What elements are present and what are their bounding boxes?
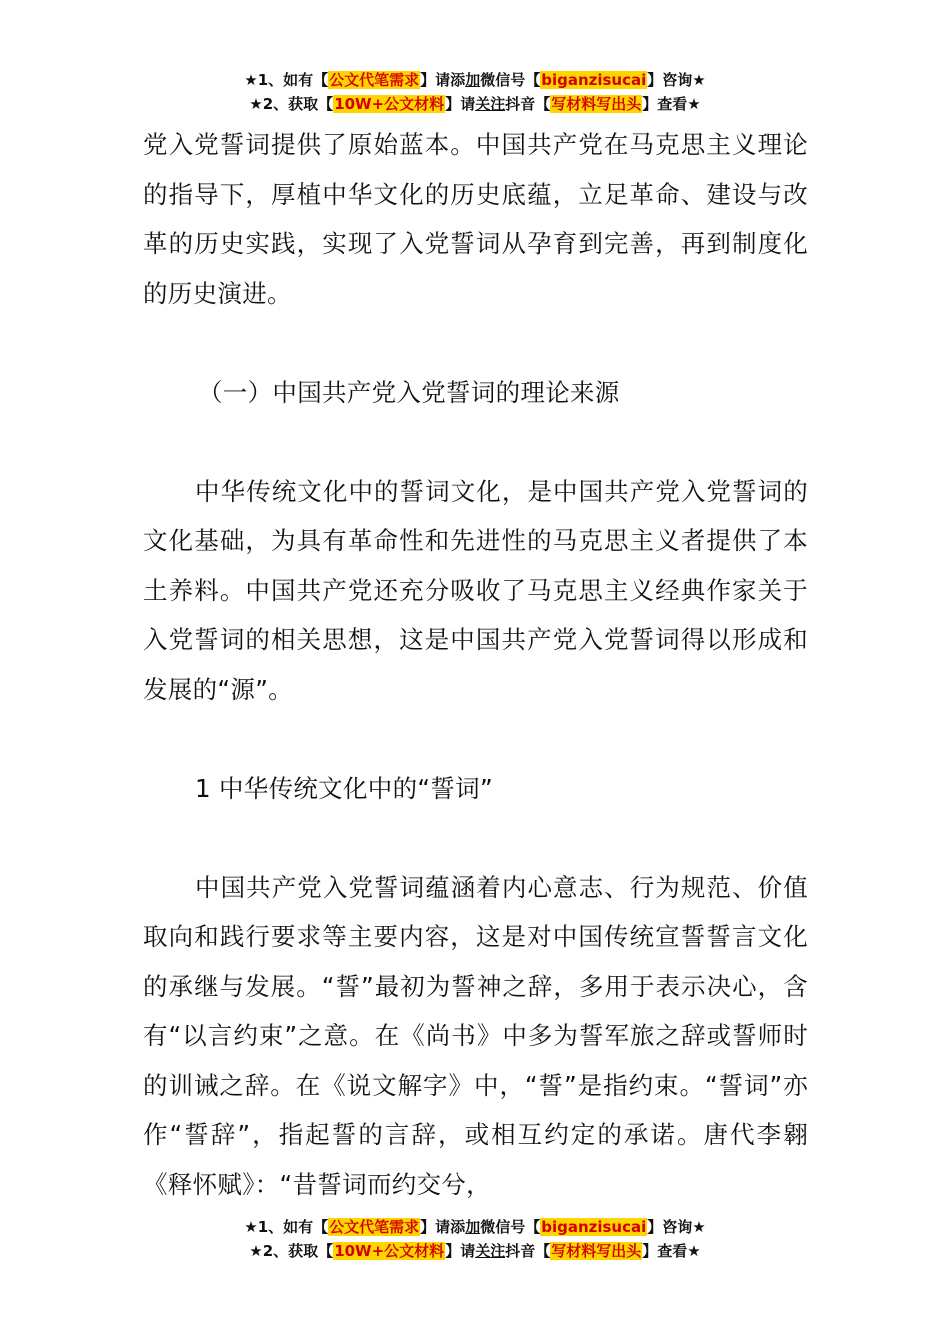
underlined-text: 加 xyxy=(465,71,481,89)
highlight-text: 10W+公文材料 xyxy=(334,95,445,113)
document-body xyxy=(143,120,808,1209)
subsection-heading: 1 中华传统文化中的“誓词” xyxy=(195,773,493,803)
banner-text: ★1、如有【 xyxy=(244,1218,329,1236)
banner-text: 】请 xyxy=(445,1242,476,1260)
paragraph: 党入党誓词提供了原始蓝本。中国共产党在马克思主义理论的指导下，厚植中华文化的历史底蕴，立足革命、建设与改革的历史实践，实现了入党誓词从孕育到完善，再到制度化的历史演进。 xyxy=(143,130,808,308)
highlight-text: biganzisucai xyxy=(541,71,647,89)
banner-text: 微信号【 xyxy=(480,71,541,89)
banner-text: 微信号【 xyxy=(480,1218,541,1236)
paragraph: 中国共产党入党誓词蕴涵着内心意志、行为规范、价值取向和践行要求等主要内容，这是对中国传统宣誓誓言文化的承继与发展。“誓”最初为誓神之辞，多用于表示决心，含有“以言约束”之意。在《尚书》中多为誓军旅之辞或誓师时的训诫之辞。在《说文解字》中，“誓”是指约束。“誓词”亦作“誓辞”，指起誓的言辞，或相互约定的承诺。唐代李翱《释怀赋》：“昔誓词而约交兮， xyxy=(143,872,808,1199)
banner-text: ★2、获取【 xyxy=(249,1242,334,1260)
banner-text: 】请添 xyxy=(420,1218,466,1236)
highlight-text: 写材料写出头 xyxy=(551,1242,642,1260)
underlined-text: 加 xyxy=(465,1218,481,1236)
banner-line-1 xyxy=(0,1215,950,1239)
banner-text: 】咨询★ xyxy=(647,1218,706,1236)
highlight-text: 公文代笔需求 xyxy=(329,71,420,89)
highlight-text: biganzisucai xyxy=(541,1218,647,1236)
highlight-text: 写材料写出头 xyxy=(551,95,642,113)
spacer xyxy=(143,417,808,467)
highlight-text: 公文代笔需求 xyxy=(329,1218,420,1236)
banner-text: 抖音【 xyxy=(505,95,551,113)
banner-text: 】查看★ xyxy=(642,1242,701,1260)
banner-line-1 xyxy=(0,68,950,92)
banner-line-2 xyxy=(0,92,950,116)
banner-text: 】请 xyxy=(445,95,476,113)
banner-text: ★2、获取【 xyxy=(249,95,334,113)
section-heading: （一）中国共产党入党誓词的理论来源 xyxy=(198,377,620,407)
banner-line-2 xyxy=(0,1239,950,1263)
footer-banner xyxy=(0,1215,950,1263)
banner-text: ★1、如有【 xyxy=(244,71,329,89)
banner-text: 】查看★ xyxy=(642,95,701,113)
underlined-text: 关注 xyxy=(475,95,506,113)
banner-text: 抖音【 xyxy=(505,1242,551,1260)
banner-text: 】咨询★ xyxy=(647,71,706,89)
spacer xyxy=(143,714,808,764)
highlight-text: 10W+公文材料 xyxy=(334,1242,445,1260)
spacer xyxy=(143,813,808,863)
underlined-text: 关注 xyxy=(475,1242,506,1260)
spacer xyxy=(143,318,808,368)
paragraph: 中华传统文化中的誓词文化，是中国共产党入党誓词的文化基础，为具有革命性和先进性的马克思主义者提供了本土养料。中国共产党还充分吸收了马克思主义经典作家关于入党誓词的相关思想，这是中国共产党入党誓词得以形成和发展的“源”。 xyxy=(143,476,808,704)
header-banner xyxy=(0,68,950,116)
banner-text: 】请添 xyxy=(420,71,466,89)
